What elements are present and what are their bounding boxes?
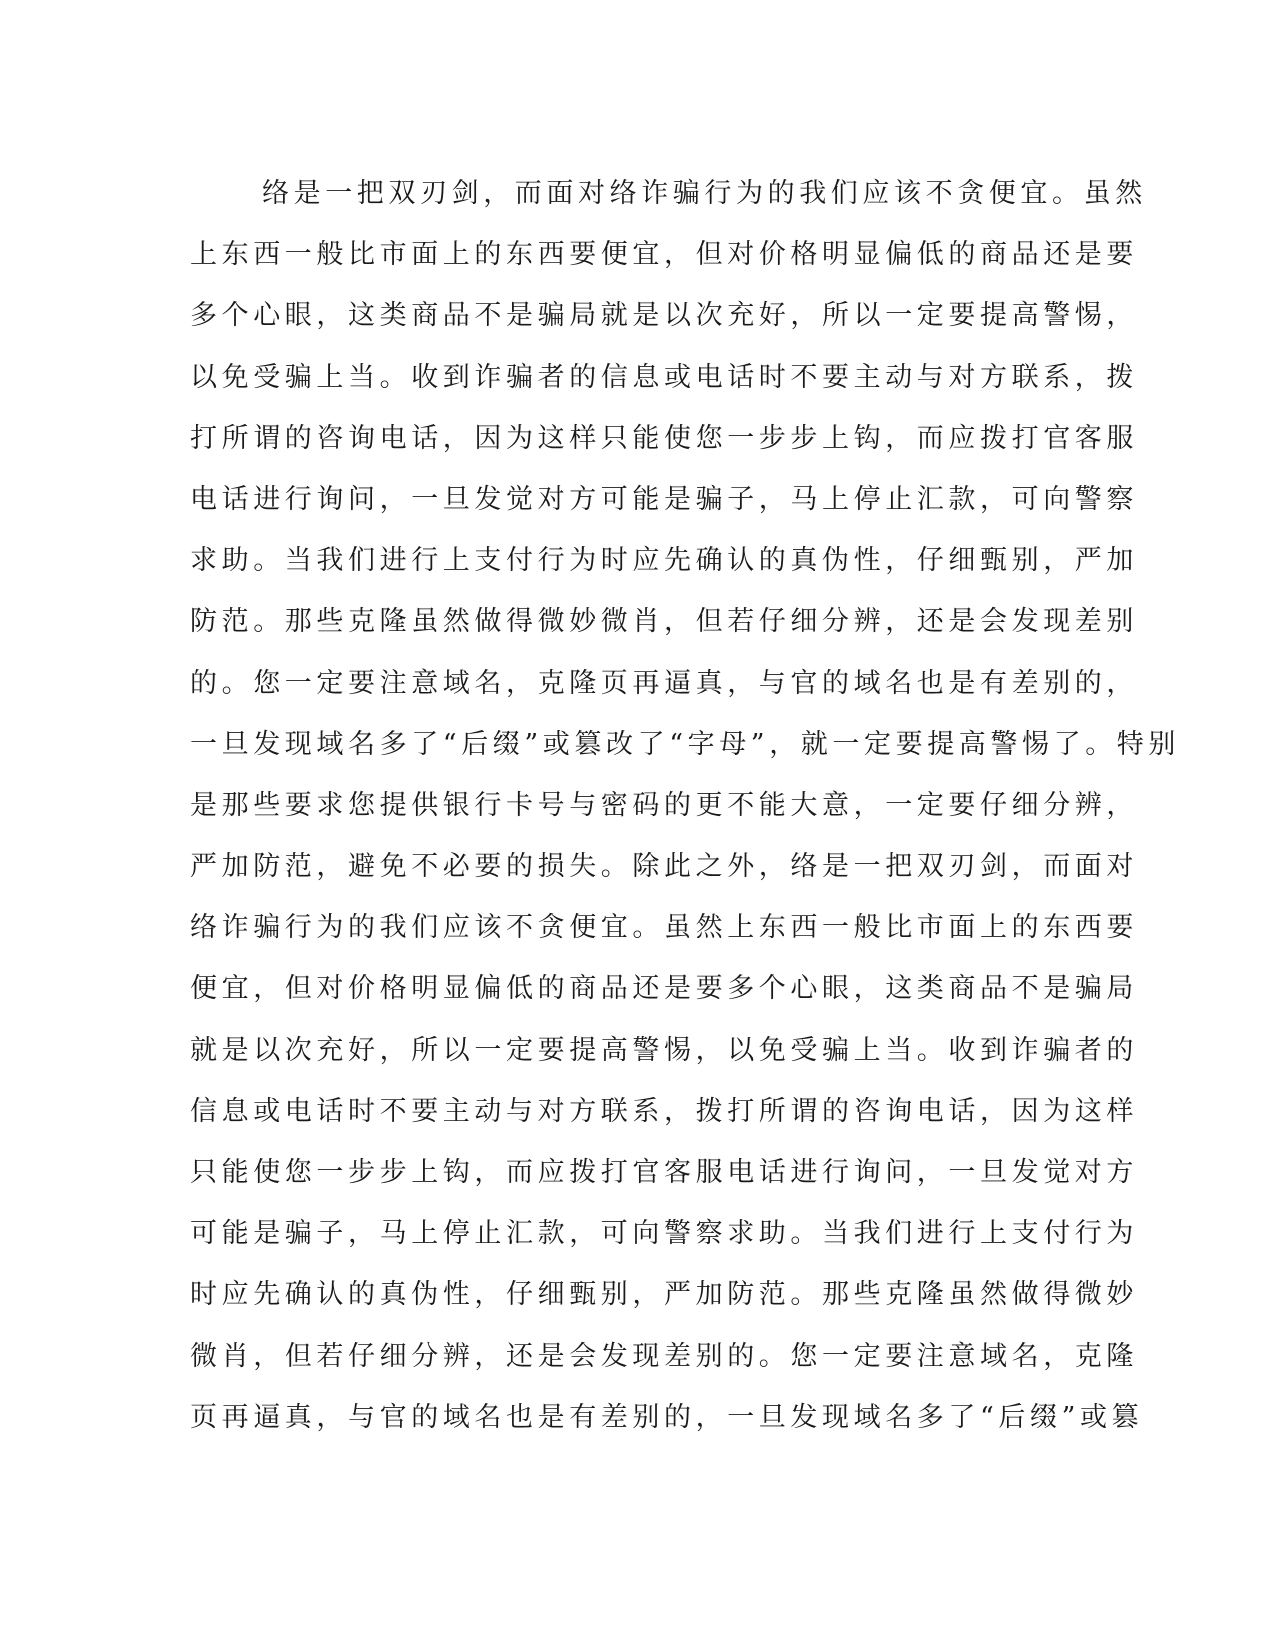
text-line: 页再逼真，与官的域名也是有差别的，一旦发现域名多了“后缀”或篡 — [190, 1401, 1144, 1433]
text-line: 多个心眼，这类商品不是骗局就是以次充好，所以一定要提高警惕， — [190, 300, 1138, 332]
text-line: 只能使您一步步上钩，而应拨打官客服电话进行询问，一旦发觉对方 — [190, 1157, 1138, 1188]
text-line: 上东西一般比市面上的东西要便宜，但对价格明显偏低的商品还是要 — [190, 239, 1138, 271]
text-line: 求助。当我们进行上支付行为时应先确认的真伪性，仔细甄别，严加 — [190, 545, 1138, 577]
text-line: 微肖，但若仔细分辨，还是会发现差别的。您一定要注意域名，克隆 — [190, 1340, 1138, 1372]
text-line: 是那些要求您提供银行卡号与密码的更不能大意，一定要仔细分辨， — [190, 789, 1138, 821]
text-line: 一旦发现域名多了“后缀”或篡改了“字母”，就一定要提高警惕了。特别 — [190, 728, 1181, 760]
text-line: 打所谓的咨询电话，因为这样只能使您一步步上钩，而应拨打官客服 — [190, 422, 1138, 454]
text-line: 络是一把双刃剑，而面对络诈骗行为的我们应该不贪便宜。虽然 — [262, 178, 1147, 209]
text-line: 便宜，但对价格明显偏低的商品还是要多个心眼，这类商品不是骗局 — [190, 973, 1138, 1005]
text-line: 就是以次充好，所以一定要提高警惕，以免受骗上当。收到诈骗者的 — [190, 1034, 1138, 1066]
text-line: 以免受骗上当。收到诈骗者的信息或电话时不要主动与对方联系，拨 — [190, 361, 1138, 393]
text-line: 可能是骗子，马上停止汇款，可向警察求助。当我们进行上支付行为 — [190, 1218, 1138, 1250]
body-text — [190, 163, 1181, 1448]
text-line: 信息或电话时不要主动与对方联系，拨打所谓的咨询电话，因为这样 — [190, 1095, 1138, 1127]
text-line: 严加防范，避免不必要的损失。除此之外，络是一把双刃剑，而面对 — [190, 851, 1138, 883]
text-line: 时应先确认的真伪性，仔细甄别，严加防范。那些克隆虽然做得微妙 — [190, 1279, 1138, 1311]
text-line: 络诈骗行为的我们应该不贪便宜。虽然上东西一般比市面上的东西要 — [190, 912, 1138, 944]
text-line: 的。您一定要注意域名，克隆页再逼真，与官的域名也是有差别的， — [190, 667, 1138, 699]
text-line: 防范。那些克隆虽然做得微妙微肖，但若仔细分辨，还是会发现差别 — [190, 606, 1138, 638]
text-line: 电话进行询问，一旦发觉对方可能是骗子，马上停止汇款，可向警察 — [190, 483, 1138, 515]
